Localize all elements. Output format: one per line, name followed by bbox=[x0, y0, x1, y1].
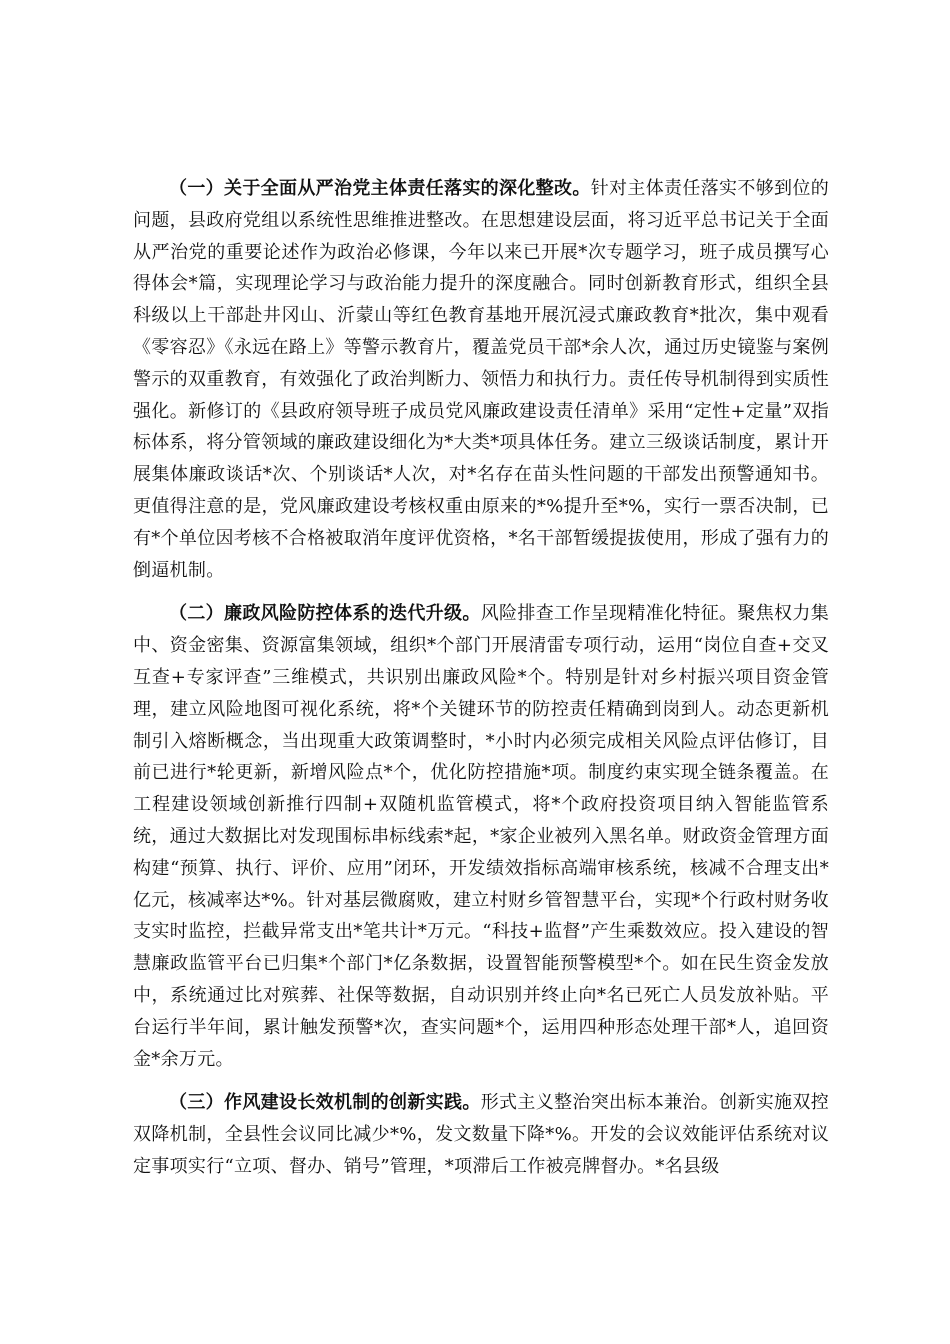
section-heading-1: （一）关于全面从严治党主体责任落实的深化整改。 bbox=[169, 178, 591, 199]
paragraph-3-text: 形式主义整治突出标本兼治。创新实施双控双降机制，全县性会议同比减少*%，发文数量下降*%。开发的会议效能评估系统对议定事项实行“立项、督办、销号”管理，*项滞后工作被亮牌督办。*名县级 bbox=[133, 1092, 829, 1177]
paragraph-1-text: 针对主体责任落实不够到位的问题，县政府党组以系统性思维推进整改。在思想建设层面，将习近平总书记关于全面从严治党的重要论述作为政治必修课，今年以来已开展*次专题学习，班子成员撰写心得体会*篇，实现理论学习与政治能力提升的深度融合。同时创新教育形式，组织全县科级以上干部赴井冈山、沂蒙山等红色教育基地开展沉浸式廉政教育*批次，集中观看《零容忍》《永远在路上》等警示教育片，覆盖党员干部*余人次，通过历史镜鉴与案例警示的双重教育，有效强化了政治判断力、领悟力和执行力。责任传导机制得到实质性强化。新修订的《县政府领导班子成员党风廉政建设责任清单》采用“定性+定量”双指标体系，将分管领域的廉政建设细化为*大类*项具体任务。建立三级谈话制度，累计开展集体廉政谈话*次、个别谈话*人次，对*名存在苗头性问题的干部发出预警通知书。更值得注意的是，党风廉政建设考核权重由原来的*%提升至*%，实行一票否决制，已有*个单位因考核不合格被取消年度评优资格，*名干部暂缓提拔使用，形成了强有力的倒逼机制。 bbox=[133, 178, 829, 581]
document-body bbox=[133, 173, 829, 1195]
paragraph-2-text: 风险排查工作呈现精准化特征。聚焦权力集中、资金密集、资源富集领域，组织*个部门开展清雷专项行动，运用“岗位自查+交叉互查+专家评查”三维模式，共识别出廉政风险*个。特别是针对乡村振兴项目资金管理，建立风险地图可视化系统，将*个关键环节的防控责任精确到岗到人。动态更新机制引入熔断概念，当出现重大政策调整时，*小时内必须完成相关风险点评估修订，目前已进行*轮更新，新增风险点*个，优化防控措施*项。制度约束实现全链条覆盖。在工程建设领域创新推行四制+双随机监管模式，将*个政府投资项目纳入智能监管系统，通过大数据比对发现围标串标线索*起，*家企业被列入黑名单。财政资金管理方面构建“预算、执行、评价、应用”闭环，开发绩效指标高端审核系统，核减不合理支出*亿元，核减率达*%。针对基层微腐败，建立村财乡管智慧平台，实现*个行政村财务收支实时监控，拦截异常支出*笔共计*万元。“科技+监督”产生乘数效应。投入建设的智慧廉政监管平台已归集*个部门*亿条数据，设置智能预警模型*个。如在民生资金发放中，系统通过比对殡葬、社保等数据，自动识别并终止向*名已死亡人员发放补贴。平台运行半年间，累计触发预警*次，查实问题*个，运用四种形态处理干部*人，追回资金*余万元。 bbox=[133, 603, 829, 1070]
section-heading-3: （三）作风建设长效机制的创新实践。 bbox=[169, 1092, 481, 1114]
paragraph-3 bbox=[133, 1087, 829, 1182]
section-heading-2: （二）廉政风险防控体系的迭代升级。 bbox=[169, 603, 481, 625]
paragraph-1 bbox=[133, 173, 829, 586]
paragraph-2 bbox=[133, 598, 829, 1075]
